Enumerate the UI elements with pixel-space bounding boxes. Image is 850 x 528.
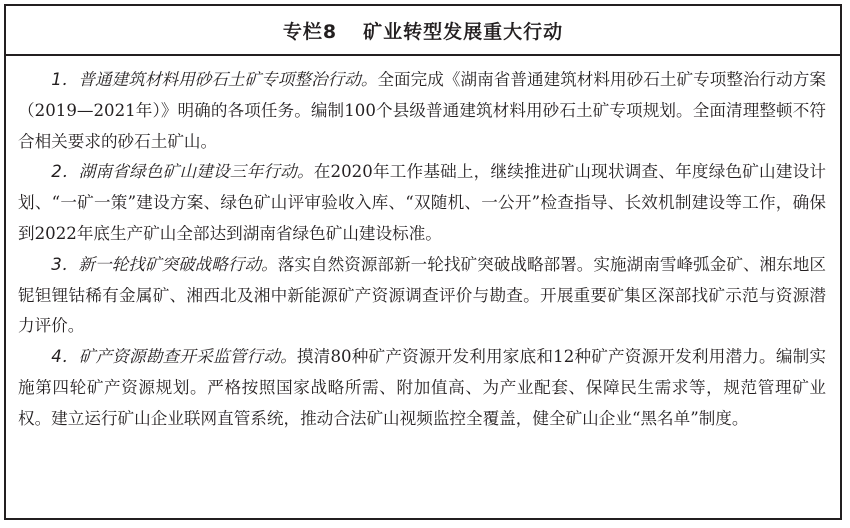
action-item-heading: 3．新一轮找矿突破战略行动。 [51, 254, 278, 274]
column-box [4, 4, 842, 520]
action-item-heading: 4．矿产资源勘查开采监管行动。 [51, 347, 297, 367]
action-item-4 [18, 342, 826, 434]
action-item-body: 全面完成《湖南省普通建筑材料用砂石土矿专项整治行动方案（2019—2021年）》明确的各项任务。编制100个县级普通建筑材料用砂石土矿专项规划。全面清理整顿不符合相关要求的砂石土矿山。 [18, 70, 826, 151]
action-item-2 [18, 157, 826, 249]
action-item-body: 摸清80种矿产资源开发利用家底和12种矿产资源开发利用潜力。编制实施第四轮矿产资源规划。严格按照国家战略所需、附加值高、为产业配套、保障民生需求等，规范管理矿业权。建立运行矿山企业联网直管系统，推动合法矿山视频监控全覆盖，健全矿山企业“黑名单”制度。 [18, 347, 826, 428]
box-title-bar [6, 6, 840, 56]
column-number: 专栏8 [282, 20, 338, 43]
box-title: 矿业转型发展重大行动 [363, 20, 564, 43]
action-item-body: 在2020年工作基础上，继续推进矿山现状调查、年度绿色矿山建设计划、“一矿一策”建设方案、绿色矿山评审验收入库、“双随机、一公开”检查指导、长效机制建设等工作，确保到2022年底生产矿山全部达到湖南省绿色矿山建设标准。 [18, 162, 827, 243]
action-item-body: 落实自然资源部新一轮找矿突破战略部署。实施湖南雪峰弧金矿、湘东地区铌钽锂钴稀有金属矿、湘西北及湘中新能源矿产资源调查评价与勘查。开展重要矿集区深部找矿示范与资源潜力评价。 [18, 254, 826, 336]
action-item-heading: 2．湖南省绿色矿山建设三年行动。 [51, 162, 314, 182]
action-item-1 [18, 65, 826, 157]
box-content [6, 56, 840, 435]
action-item-3 [18, 250, 826, 342]
action-item-heading: 1．普通建筑材料用砂石土矿专项整治行动。 [51, 70, 378, 89]
